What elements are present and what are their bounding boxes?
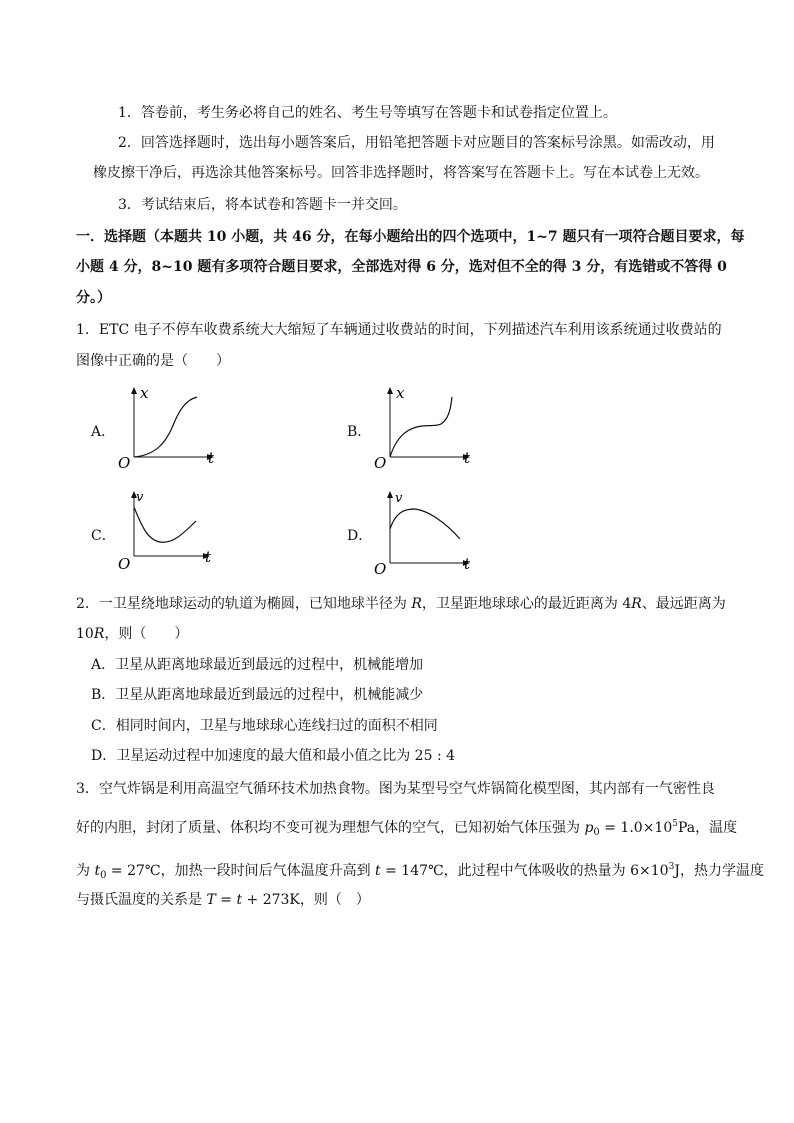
q1-d-yaxis-label: v xyxy=(395,491,403,506)
q2-choice-b: B．卫星从距离地球最近到最远的过程中，机械能减少 xyxy=(91,687,424,703)
q2-stem-line2: 10R，则（ ） xyxy=(76,626,189,642)
q1-c-yaxis-label: v xyxy=(136,490,144,505)
section-header-line1: 一．选择题（本题共 10 小题，共 46 分，在每小题给出的四个选项中，1~7 题只有一项符合题目要求，每 xyxy=(76,229,745,245)
q2-choice-a: A．卫星从距离地球最近到最远的过程中，机械能增加 xyxy=(91,657,424,673)
instruction-2-cont: 橡皮擦干净后，再选涂其他答案标号。回答非选择题时，将答案写在答题卡上。写在本试卷上无效。 xyxy=(93,165,709,181)
q1-b-yaxis-label: x xyxy=(396,384,405,402)
q3-stem-line2: 好的内胆，封闭了质量、体积均不变可视为理想气体的空气，已知初始气体压强为 $p_0 = 1.0\times 10^5Pa$，温度 xyxy=(76,819,738,838)
q1-option-a-label: A． xyxy=(91,424,116,440)
q1-c-xaxis-label: t xyxy=(205,548,212,566)
q3-stem-line1: 3．空气炸锅是利用高温空气循环技术加热食物。图为某型号空气炸锅简化模型图，其内部有一气密性良 xyxy=(76,781,715,797)
instruction-3: 3．考试结束后，将本试卷和答题卡一并交回。 xyxy=(118,197,407,213)
q3-stem-line3: 为 $t_0$ = 27℃，加热一段时间后气体温度升高到 t = 147℃，此过程中气体吸收的热量为 $6\times 10^3J$，热力学温度 xyxy=(76,862,764,881)
q3-stem-line4: 与摄氏温度的关系是 T = t + 273K，则（ ） xyxy=(76,892,370,908)
q1-stem-line2: 图像中正确的是（ ） xyxy=(76,353,230,369)
q1-option-d-label: D． xyxy=(347,528,373,544)
q1-option-d-graph xyxy=(368,487,478,581)
q2-choice-d: D．卫星运动过程中加速度的最大值和最小值之比为 25 : 4 xyxy=(91,748,456,764)
q1-option-c-label: C． xyxy=(91,528,116,544)
q1-b-xaxis-label: t xyxy=(464,449,471,467)
instruction-1: 1．答卷前，考生务必将自己的姓名、考生号等填写在答题卡和试卷指定位置上。 xyxy=(118,105,617,121)
section-header-line2: 小题 4 分，8~10 题有多项符合题目要求，全部选对得 6 分，选对但不全的得 3 分，有选错或不答得 0 xyxy=(76,259,727,275)
q1-option-b-graph xyxy=(368,383,478,477)
q1-d-xaxis-label: t xyxy=(464,555,471,573)
instruction-2: 2．回答选择题时，选出每小题答案后，用铅笔把答题卡对应题目的答案标号涂黑。如需改动，用 xyxy=(118,135,715,151)
q1-a-origin: O xyxy=(118,454,131,472)
q1-option-c-graph xyxy=(112,487,222,581)
q1-c-origin: O xyxy=(118,555,131,573)
q1-option-a-graph xyxy=(112,383,222,477)
section-header-line3: 分。） xyxy=(76,290,111,306)
q1-b-origin: O xyxy=(374,454,387,472)
q1-a-yaxis-label: x xyxy=(140,384,149,402)
q1-d-origin: O xyxy=(374,560,387,578)
q2-stem-line1: 2．一卫星绕地球运动的轨道为椭圆，已知地球半径为 R，卫星距地球球心的最近距离为 4R、最远距离为 xyxy=(76,596,726,612)
q1-stem-line1: 1．ETC 电子不停车收费系统大大缩短了车辆通过收费站的时间，下列描述汽车利用该系统通过收费站的 xyxy=(76,322,722,338)
q1-a-xaxis-label: t xyxy=(208,449,215,467)
q2-choice-c: C．相同时间内，卫星与地球球心连线扫过的面积不相同 xyxy=(91,718,438,734)
q1-option-b-label: B． xyxy=(347,424,372,440)
